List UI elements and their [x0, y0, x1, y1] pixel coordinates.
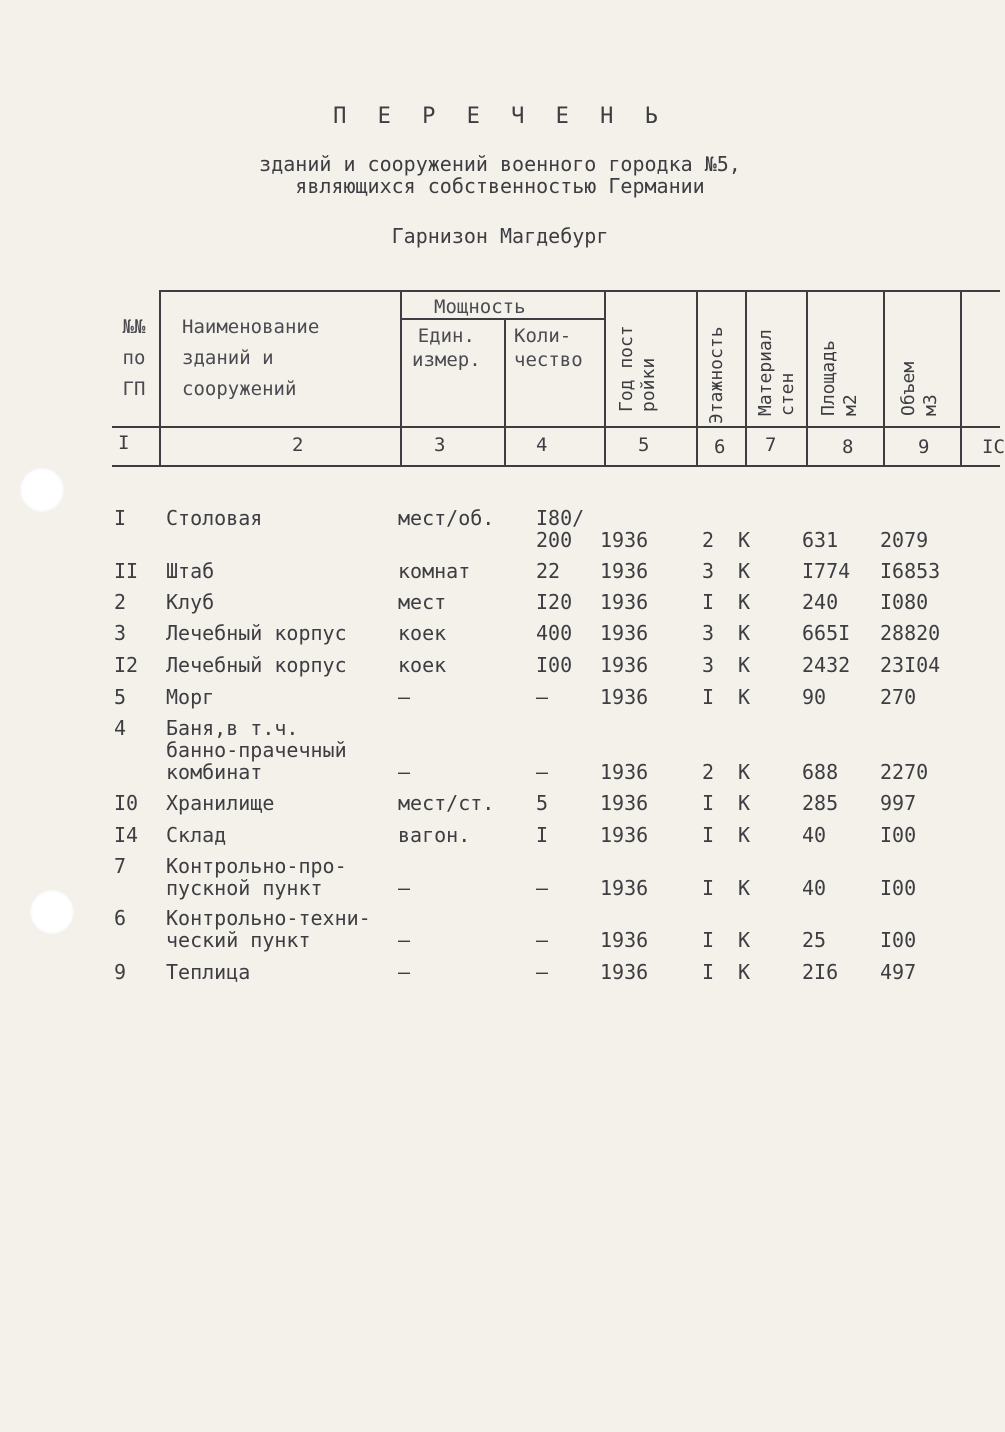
building-name: Лечебный корпус	[166, 621, 347, 645]
area-m2: 25	[802, 928, 827, 952]
header-qty: Коли- чество	[514, 325, 583, 371]
floor-count: I	[702, 685, 715, 709]
col-divider-9	[960, 290, 962, 466]
row-number: I	[114, 506, 127, 530]
header-year: Год пост ройки	[616, 325, 659, 412]
floor-count: 3	[702, 559, 715, 583]
header-unit: Един. измер.	[412, 325, 481, 371]
capacity-quantity: I80/ 200	[536, 506, 585, 552]
volume-m3: I080	[880, 590, 929, 614]
wall-material: К	[738, 559, 751, 583]
volume-m3: I00	[880, 928, 917, 952]
row-number: I0	[114, 791, 139, 815]
building-name: Баня,в т.ч. банно-прачечный комбинат	[166, 716, 347, 784]
wall-material: К	[738, 590, 751, 614]
capacity-unit: –	[398, 760, 411, 784]
garrison-name: Гарнизон Магдебург	[391, 224, 609, 248]
wall-material: К	[738, 653, 751, 677]
construction-year: 1936	[600, 760, 649, 784]
column-numbers-rule	[112, 465, 1000, 467]
building-name: Хранилище	[166, 791, 275, 815]
capacity-quantity: 22	[536, 559, 561, 583]
col-divider-5	[696, 290, 698, 466]
capacity-unit: мест/об.	[398, 506, 495, 530]
punch-hole-bottom	[30, 890, 74, 934]
wall-material: К	[738, 960, 751, 984]
row-number: 6	[114, 906, 127, 930]
building-name: Штаб	[166, 559, 215, 583]
wall-material: К	[738, 685, 751, 709]
column-number: 2	[292, 434, 304, 456]
capacity-quantity: –	[536, 760, 549, 784]
construction-year: 1936	[600, 590, 649, 614]
header-top-rule	[160, 290, 1000, 292]
row-number: I4	[114, 823, 139, 847]
floor-count: I	[702, 928, 715, 952]
area-m2: 665I	[802, 621, 851, 645]
wall-material: К	[738, 876, 751, 900]
row-number: 7	[114, 854, 127, 878]
volume-m3: 270	[880, 685, 917, 709]
construction-year: 1936	[600, 621, 649, 645]
floor-count: I	[702, 791, 715, 815]
construction-year: 1936	[600, 528, 649, 552]
header-floors: Этажность	[706, 326, 727, 424]
row-number: I2	[114, 653, 139, 677]
capacity-unit: –	[398, 876, 411, 900]
wall-material: К	[738, 528, 751, 552]
capacity-unit: –	[398, 685, 411, 709]
header-area: Площадь м2	[818, 340, 861, 416]
row-number: II	[114, 559, 139, 583]
column-number: 8	[842, 436, 854, 458]
wall-material: К	[738, 760, 751, 784]
row-number: 4	[114, 716, 127, 740]
building-name: Контрольно-техни- ческий пункт	[166, 906, 371, 952]
col-divider-2	[400, 290, 402, 466]
column-number: 4	[536, 434, 548, 456]
capacity-quantity: I	[536, 823, 549, 847]
capacity-quantity: 5	[536, 791, 549, 815]
area-m2: 2432	[802, 653, 851, 677]
building-name: Лечебный корпус	[166, 653, 347, 677]
area-m2: 285	[802, 791, 839, 815]
header-capacity: Мощность	[434, 296, 526, 318]
wall-material: К	[738, 791, 751, 815]
building-name: Клуб	[166, 590, 215, 614]
document-title: П Е Р Е Ч Е Н Ь	[333, 104, 667, 129]
construction-year: 1936	[600, 960, 649, 984]
column-number: 9	[918, 436, 930, 458]
capacity-quantity: –	[536, 960, 549, 984]
area-m2: I774	[802, 559, 851, 583]
construction-year: 1936	[600, 928, 649, 952]
volume-m3: I6853	[880, 559, 941, 583]
capacity-unit: вагон.	[398, 823, 471, 847]
capacity-quantity: I20	[536, 590, 573, 614]
col-divider-7	[806, 290, 808, 466]
capacity-quantity: –	[536, 928, 549, 952]
construction-year: 1936	[600, 653, 649, 677]
floor-count: 2	[702, 760, 715, 784]
volume-m3: 997	[880, 791, 917, 815]
col-divider-8	[883, 290, 885, 466]
capacity-quantity: 400	[536, 621, 573, 645]
area-m2: 631	[802, 528, 839, 552]
volume-m3: 2079	[880, 528, 929, 552]
volume-m3: 23I04	[880, 653, 941, 677]
construction-year: 1936	[600, 823, 649, 847]
building-name: Склад	[166, 823, 227, 847]
capacity-unit: коек	[398, 621, 447, 645]
volume-m3: 497	[880, 960, 917, 984]
capacity-unit: –	[398, 960, 411, 984]
document-subtitle-line1: зданий и сооружений военного городка №5,	[259, 152, 741, 176]
area-m2: 40	[802, 823, 827, 847]
capacity-quantity: –	[536, 876, 549, 900]
column-number: IC	[982, 436, 1005, 458]
area-m2: 688	[802, 760, 839, 784]
column-number: 3	[434, 434, 446, 456]
area-m2: 240	[802, 590, 839, 614]
wall-material: К	[738, 621, 751, 645]
capacity-unit: мест/ст.	[398, 791, 495, 815]
col-divider-6	[745, 290, 747, 466]
col-divider-3	[504, 318, 506, 466]
column-number: 7	[765, 434, 777, 456]
construction-year: 1936	[600, 685, 649, 709]
area-m2: 40	[802, 876, 827, 900]
floor-count: 3	[702, 621, 715, 645]
column-number: 5	[638, 434, 650, 456]
building-name: Теплица	[166, 960, 251, 984]
floor-count: I	[702, 823, 715, 847]
area-m2: 90	[802, 685, 827, 709]
capacity-quantity: –	[536, 685, 549, 709]
header-volume: Объем м3	[898, 361, 941, 416]
header-name: Наименование зданий и сооружений	[182, 316, 320, 400]
volume-m3: 28820	[880, 621, 941, 645]
capacity-unit: –	[398, 928, 411, 952]
column-number: 6	[714, 436, 726, 458]
construction-year: 1936	[600, 559, 649, 583]
construction-year: 1936	[600, 791, 649, 815]
floor-count: 3	[702, 653, 715, 677]
building-name: Морг	[166, 685, 215, 709]
col-divider-1	[159, 290, 161, 466]
floor-count: I	[702, 590, 715, 614]
volume-m3: 2270	[880, 760, 929, 784]
construction-year: 1936	[600, 876, 649, 900]
floor-count: I	[702, 876, 715, 900]
capacity-unit: коек	[398, 653, 447, 677]
col-divider-4	[604, 290, 606, 466]
punch-hole-top	[20, 468, 64, 512]
building-name: Столовая	[166, 506, 263, 530]
header-material: Материал стен	[755, 329, 798, 416]
row-number: 5	[114, 685, 127, 709]
volume-m3: I00	[880, 823, 917, 847]
row-number: 3	[114, 621, 127, 645]
capacity-unit: мест	[398, 590, 447, 614]
area-m2: 2I6	[802, 960, 839, 984]
column-number: I	[118, 432, 130, 454]
row-number: 2	[114, 590, 127, 614]
capacity-unit: комнат	[398, 559, 471, 583]
capacity-quantity: I00	[536, 653, 573, 677]
wall-material: К	[738, 823, 751, 847]
volume-m3: I00	[880, 876, 917, 900]
header-num: №№ по ГП	[122, 316, 146, 400]
document-subtitle-line2: являющихся собственностью Германии	[295, 174, 705, 198]
wall-material: К	[738, 928, 751, 952]
floor-count: I	[702, 960, 715, 984]
floor-count: 2	[702, 528, 715, 552]
row-number: 9	[114, 960, 127, 984]
building-name: Контрольно-про- пускной пункт	[166, 854, 347, 900]
header-bottom-rule	[112, 426, 1000, 428]
